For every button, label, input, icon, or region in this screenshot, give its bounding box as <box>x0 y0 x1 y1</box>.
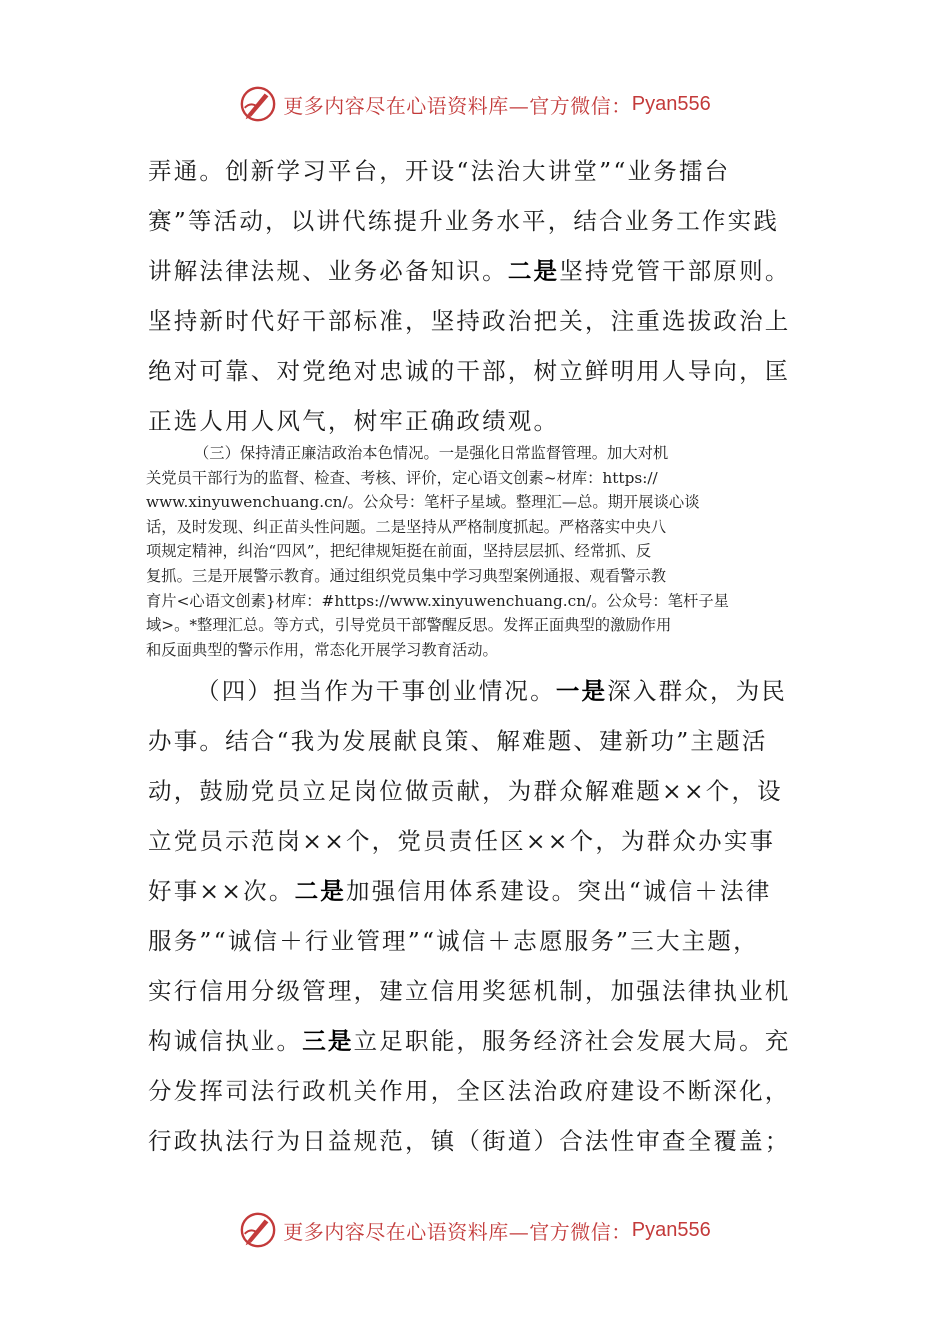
section-four-paragraph <box>148 666 798 1166</box>
text-line: 项规定精神，纠治“四风”，把纪律规矩挺在前面，坚持层层抓、经常抓、反 <box>146 542 652 561</box>
text-run: 行政执法行为日益规范，镇（街道）合法性审查全覆盖； <box>148 1127 791 1155</box>
bold-lead: 一是 <box>555 677 608 705</box>
text-run: 正选人用人风气，树牢正确政绩观。 <box>148 407 560 435</box>
text-line: （三）保持清正廉洁政治本色情况。一是强化日常监督管理。加大对机 <box>194 444 669 462</box>
text-line <box>148 396 798 446</box>
text-run: 讲解法律法规、业务必备知识。 <box>148 257 508 285</box>
section-three-paragraph <box>146 441 806 662</box>
header-banner <box>0 84 950 124</box>
text-run: 坚持党管干部原则。 <box>559 257 791 285</box>
text-line: 域>。*整理汇总。等方式，引导党员干部警醒反思。发挥正面典型的激励作用 <box>146 616 672 635</box>
footer-banner <box>0 1210 950 1250</box>
text-run: 深入群众，为民 <box>607 677 788 705</box>
body-paragraph-1 <box>148 146 798 446</box>
text-run: 构诚信执业。 <box>148 1027 303 1055</box>
text-line <box>148 1016 798 1066</box>
text-run: 实行信用分级管理，建立信用奖惩机制，加强法律执业机 <box>148 977 791 1005</box>
pen-logo-icon <box>239 85 277 123</box>
text-line <box>148 866 798 916</box>
banner-wechat-id: Pyan556 <box>631 1218 711 1241</box>
text-run: 动，鼓励党员立足岗位做贡献，为群众解难题××个，设 <box>148 777 783 805</box>
text-run: 绝对可靠、对党绝对忠诚的干部，树立鲜明用人导向，匡 <box>148 357 791 385</box>
text-line <box>148 146 798 196</box>
text-line: 育片<心语文创素}材库：#https://www.xinyuwenchuang.cn/。公众号：笔杆子星 <box>146 591 729 610</box>
text-line <box>148 816 798 866</box>
bold-lead: 二是 <box>294 877 346 905</box>
text-run: 服务”“诚信＋行业管理”“诚信＋志愿服务”三大主题， <box>148 927 759 955</box>
text-line <box>148 296 798 346</box>
pen-logo-icon <box>239 1211 277 1249</box>
text-line <box>148 346 798 396</box>
text-line: 和反面典型的警示作用，常态化开展学习教育活动。 <box>146 640 498 659</box>
banner-text: 更多内容尽在心语资料库—官方微信： <box>283 1219 632 1244</box>
banner-text: 更多内容尽在心语资料库—官方微信： <box>283 93 632 118</box>
text-run: 坚持新时代好干部标准，坚持政治把关，注重选拔政治上 <box>148 307 791 335</box>
bold-lead: 三是 <box>302 1027 354 1055</box>
text-run: 赛”等活动，以讲代练提升业务水平，结合业务工作实践 <box>148 207 780 235</box>
text-line: www.xinyuwenchuang.cn/。公众号：笔杆子星域。整理汇—总。期开展谈心谈 <box>146 493 700 512</box>
text-run: （四）担当作为干事创业情况。 <box>196 677 556 705</box>
text-run: 立党员示范岗××个，党员责任区××个，为群众办实事 <box>148 827 776 855</box>
text-run: 立足职能，服务经济社会发展大局。充 <box>353 1027 791 1055</box>
text-line <box>148 916 798 966</box>
banner-wechat-id: Pyan556 <box>631 92 711 115</box>
text-line <box>148 1116 798 1166</box>
text-line <box>148 716 798 766</box>
text-line: 话，及时发现、纠正苗头性问题。二是坚持从严格制度抓起。严格落实中央八 <box>146 517 667 536</box>
bold-lead: 二是 <box>507 257 560 285</box>
text-line <box>148 666 798 716</box>
text-line: 复抓。三是开展警示教育。通过组织党员集中学习典型案例通报、观看警示教 <box>146 566 667 585</box>
text-run: 加强信用体系建设。突出“诚信＋法律 <box>346 877 772 905</box>
text-line <box>148 966 798 1016</box>
text-line <box>148 246 798 296</box>
text-run: 分发挥司法行政机关作用，全区法治政府建设不断深化， <box>148 1077 791 1105</box>
text-line: 关党员干部行为的监督、检查、考核、评价，定心语文创素~材库：https:// <box>146 468 658 487</box>
text-line <box>148 766 798 816</box>
text-run: 办事。结合“我为发展献良策、解难题、建新功”主题活 <box>148 727 768 755</box>
text-run: 好事××次。 <box>148 877 295 905</box>
text-line <box>148 196 798 246</box>
text-run: 弄通。创新学习平台，开设“法治大讲堂”“业务擂台 <box>148 157 731 185</box>
text-line <box>148 1066 798 1116</box>
